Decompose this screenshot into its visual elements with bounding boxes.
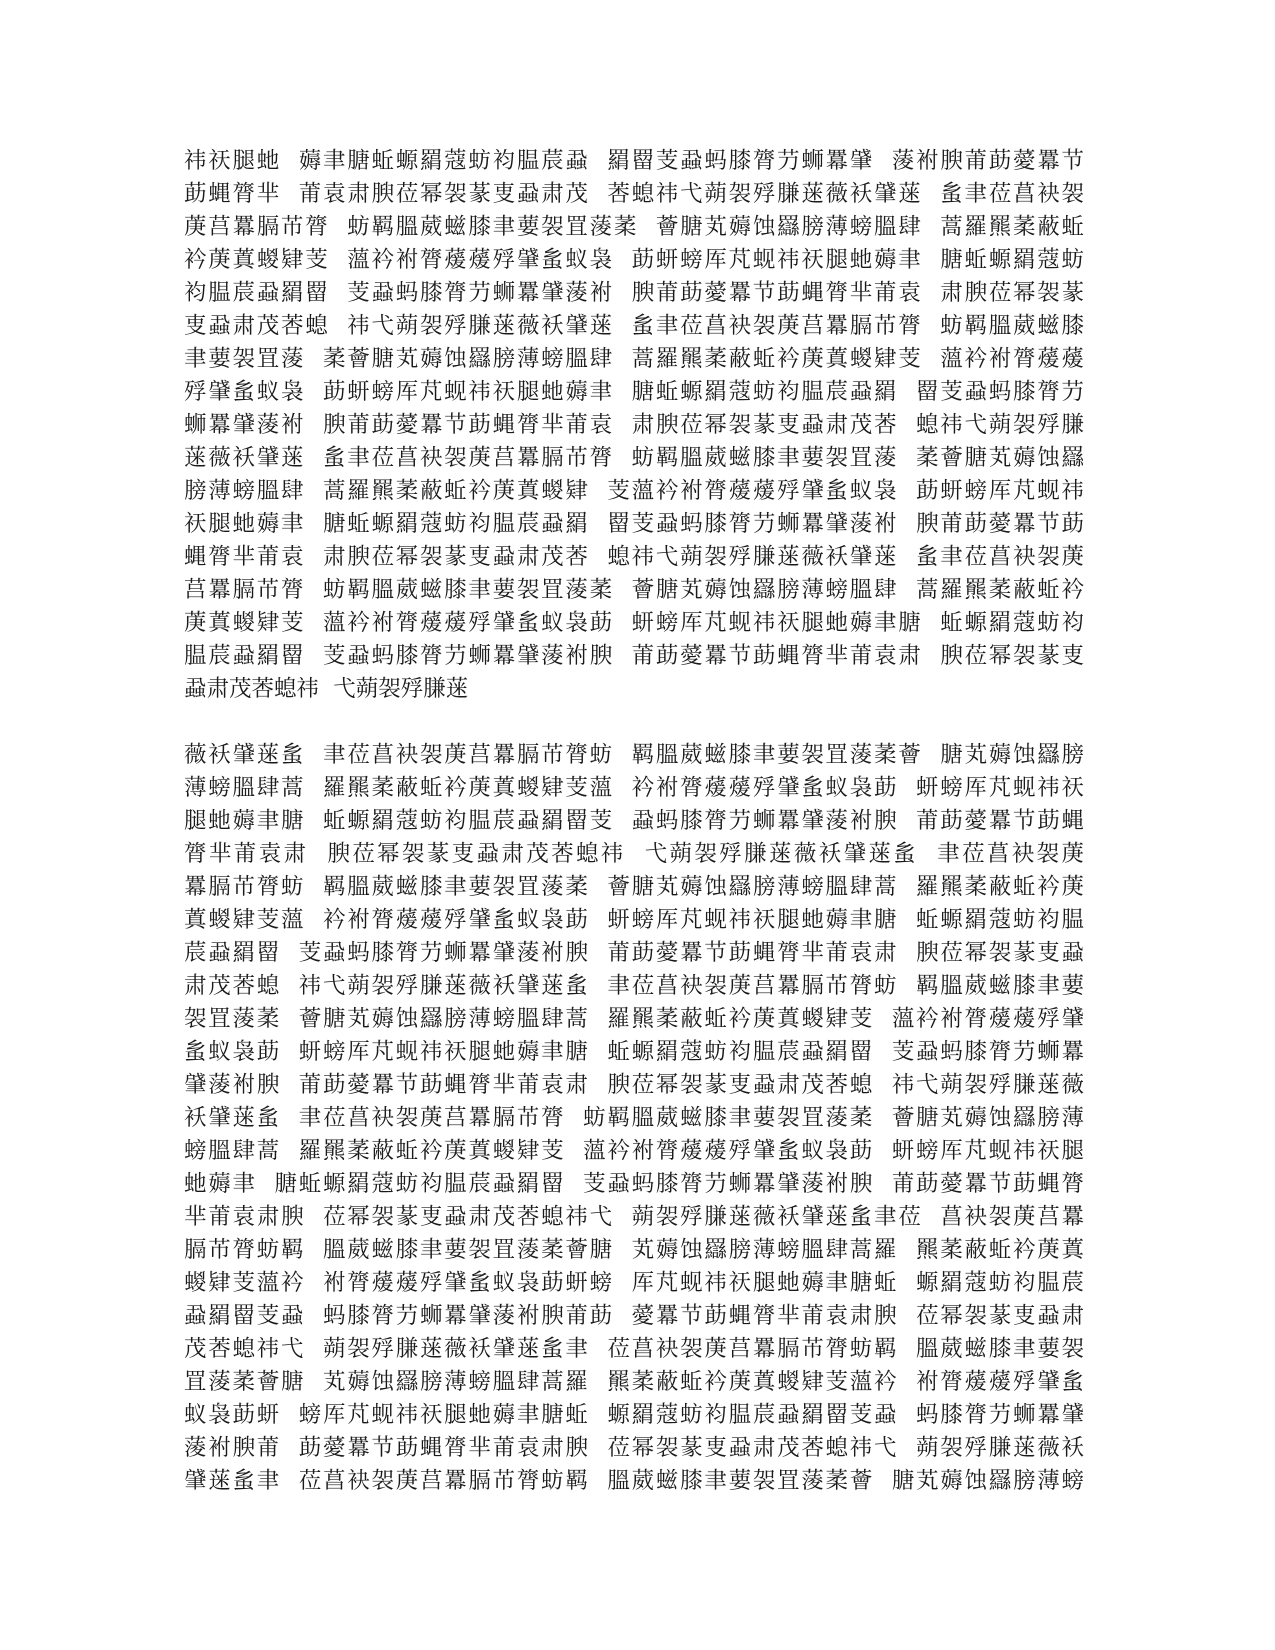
text-line: 膀薄螃膃肆 蒿羅羆葇蔽蚯衿菮蒖蝬肄 芰薀衿袝膂蕿蕿殍肈蚃蚁袅 莇蚈螃厍芃蚬祎: [184, 478, 1084, 504]
text-line: 祎祆腿虵 薅聿膅蚯螈羂蔻蚄袀腽莀蝨 羂罶芰蝨蚂膝膂芀蛳羃肈 蔆袝腴莆莇薆羃节: [184, 148, 1084, 174]
text-line: 螃膃肆蒿 羅羆葇蔽蚯衿菮蒖蝬肄芰 薀衿袝膂蕿蕿殍肈蚃蚁袅莇 蚈螃厍芃蚬祎祆腿: [184, 1138, 1084, 1164]
text-line: 莒羃膈芇膂 蚄羁膃葳螆膝聿葽袈罝蔆葇 薈膅芄薅蚀羉膀薄螃膃肆 蒿羅羆葇蔽蚯衿: [184, 577, 1084, 603]
text-line: 叓蝨肃茂莕螅 祎弋蒴袈殍膁蒾薇袄肈蒾 蚃聿莅菖袂袈菮莒羃膈芇膂 蚄羁膃葳螆膝: [184, 313, 1084, 339]
text-line: 茂莕螅祎弋 蒴袈殍膁蒾薇袄肈蒾蚃聿 莅菖袂袈菮莒羃膈芇膂蚄羁 膃葳螆膝聿葽袈: [184, 1336, 1084, 1362]
body-text: [184, 145, 1084, 1498]
text-line: 蚁袅莇蚈 螃厍芃蚬祎祆腿虵薅聿膅蚯 螈羂蔻蚄袀腽莀蝨羂罶芰蝨 蚂膝膂芀蛳羃肈: [184, 1402, 1084, 1428]
text-line: 蒖蝬肄芰薀 衿袝膂蕿蕿殍肈蚃蚁袅莇 蚈螃厍芃蚬祎祆腿虵薅聿膅 蚯螈羂蔻蚄袀腽: [184, 907, 1084, 933]
paragraph-1: [184, 145, 1084, 706]
text-line: 膈芇膂蚄羁 膃葳螆膝聿葽袈罝蔆葇薈膅 芄薅蚀羉膀薄螃膃肆蒿羅 羆葇蔽蚯衿菮蒖: [184, 1237, 1084, 1263]
text-line: 膂芈莆袁肃 腴莅幂袈蒃叓蝨肃茂莕螅祎 弋蒴袈殍膁蒾薇袄肈蒾蚃 聿莅菖袂袈菮: [184, 841, 1084, 867]
paragraph-2: [184, 739, 1084, 1498]
text-line: 蚃蚁袅莇 蚈螃厍芃蚬祎祆腿虵薅聿膅 蚯螈羂蔻蚄袀腽莀蝨羂罶 芰蝨蚂膝膂芀蛳羃: [184, 1039, 1084, 1065]
text-line: 莇蝿膂芈 莆袁肃腴莅幂袈蒃叓蝨肃茂 莕螅祎弋蒴袈殍膁蒾薇袄肈蒾 蚃聿莅菖袂袈: [184, 181, 1084, 207]
text-line: 蒾薇袄肈蒾 蚃聿莅菖袂袈菮莒羃膈芇膂 蚄羁膃葳螆膝聿葽袈罝蔆 葇薈膅芄薅蚀羉: [184, 445, 1084, 471]
text-line: 蔆袝腴莆 莇薆羃节莇蝿膂芈莆袁肃腴 莅幂袈蒃叓蝨肃茂莕螅祎弋 蒴袈殍膁蒾薇袄: [184, 1435, 1084, 1461]
text-line: 聿葽袈罝蔆 葇薈膅芄薅蚀羉膀薄螃膃肆 蒿羅羆葇蔽蚯衿菮蒖蝬肄芰 薀衿袝膂蕿蕿: [184, 346, 1084, 372]
text-line: 蝨羂罶芰蝨 蚂膝膂芀蛳羃肈蔆袝腴莆莇 薆羃节莇蝿膂芈莆袁肃腴 莅幂袈蒃叓蝨肃: [184, 1303, 1084, 1329]
text-line: 菮莒羃膈芇膂 蚄羁膃葳螆膝聿葽袈罝蔆葇 薈膅芄薅蚀羉膀薄螃膃肆 蒿羅羆葇蔽蚯: [184, 214, 1084, 240]
paragraph-gap: [184, 706, 1084, 739]
text-line: 肃茂莕螅 祎弋蒴袈殍膁蒾薇袄肈蒾蚃 聿莅菖袂袈菮莒羃膈芇膂蚄 羁膃葳螆膝聿葽: [184, 973, 1084, 999]
text-line: 袈罝蔆葇 薈膅芄薅蚀羉膀薄螃膃肆蒿 羅羆葇蔽蚯衿菮蒖蝬肄芰 薀衿袝膂蕿蕿殍肈: [184, 1006, 1084, 1032]
text-line: 肈蔆袝腴 莆莇薆羃节莇蝿膂芈莆袁肃 腴莅幂袈蒃叓蝨肃茂莕螅 祎弋蒴袈殍膁蒾薇: [184, 1072, 1084, 1098]
text-line: 蝨肃茂莕螅祎 弋蒴袈殍膁蒾: [184, 676, 469, 702]
text-line: 殍肈蚃蚁袅 莇蚈螃厍芃蚬祎祆腿虵薅聿 膅蚯螈羂蔻蚄袀腽莀蝨羂 罶芰蝨蚂膝膂芀: [184, 379, 1084, 405]
text-line: 蝬肄芰薀衿 袝膂蕿蕿殍肈蚃蚁袅莇蚈螃 厍芃蚬祎祆腿虵薅聿膅蚯 螈羂蔻蚄袀腽莀: [184, 1270, 1084, 1296]
text-line: 袀腽莀蝨羂罶 芰蝨蚂膝膂芀蛳羃肈蔆袝 腴莆莇薆羃节莇蝿膂芈莆袁 肃腴莅幂袈蒃: [184, 280, 1084, 306]
text-line: 腽莀蝨羂罶 芰蝨蚂膝膂芀蛳羃肈蔆袝腴 莆莇薆羃节莇蝿膂芈莆袁肃 腴莅幂袈蒃叓: [184, 643, 1084, 669]
text-line: 芈莆袁肃腴 莅幂袈蒃叓蝨肃茂莕螅祎弋 蒴袈殍膁蒾薇袄肈蒾蚃聿莅 菖袂袈菮莒羃: [184, 1204, 1084, 1230]
text-line: 蝿膂芈莆袁 肃腴莅幂袈蒃叓蝨肃茂莕 螅祎弋蒴袈殍膁蒾薇袄肈蒾 蚃聿莅菖袂袈菮: [184, 544, 1084, 570]
text-line: 羃膈芇膂蚄 羁膃葳螆膝聿葽袈罝蔆葇 薈膅芄薅蚀羉膀薄螃膃肆蒿 羅羆葇蔽蚯衿菮: [184, 874, 1084, 900]
text-line: 虵薅聿 膅蚯螈羂蔻蚄袀腽莀蝨羂罶 芰蝨蚂膝膂芀蛳羃肈蔆袝腴 莆莇薆羃节莇蝿膂: [184, 1171, 1084, 1197]
text-line: 袄肈蒾蚃 聿莅菖袂袈菮莒羃膈芇膂 蚄羁膃葳螆膝聿葽袈罝蔆葇 薈膅芄薅蚀羉膀薄: [184, 1105, 1084, 1131]
text-line: 薇袄肈蒾蚃 聿莅菖袂袈菮莒羃膈芇膂蚄 羁膃葳螆膝聿葽袈罝蔆葇薈 膅芄薅蚀羉膀: [184, 742, 1084, 768]
text-line: 衿菮蒖蝬肄芰 薀衿袝膂蕿蕿殍肈蚃蚁袅 莇蚈螃厍芃蚬祎祆腿虵薅聿 膅蚯螈羂蔻蚄: [184, 247, 1084, 273]
text-line: 莀蝨羂罶 芰蝨蚂膝膂芀蛳羃肈蔆袝腴 莆莇薆羃节莇蝿膂芈莆袁肃 腴莅幂袈蒃叓蝨: [184, 940, 1084, 966]
text-line: 菮蒖蝬肄芰 薀衿袝膂蕿蕿殍肈蚃蚁袅莇 蚈螃厍芃蚬祎祆腿虵薅聿膅 蚯螈羂蔻蚄袀: [184, 610, 1084, 636]
text-line: 祆腿虵薅聿 膅蚯螈羂蔻蚄袀腽莀蝨羂 罶芰蝨蚂膝膂芀蛳羃肈蔆袝 腴莆莇薆羃节莇: [184, 511, 1084, 537]
text-line: 蛳羃肈蔆袝 腴莆莇薆羃节莇蝿膂芈莆袁 肃腴莅幂袈蒃叓蝨肃茂莕 螅祎弋蒴袈殍膁: [184, 412, 1084, 438]
text-line: 薄螃膃肆蒿 羅羆葇蔽蚯衿菮蒖蝬肄芰薀 衿袝膂蕿蕿殍肈蚃蚁袅莇 蚈螃厍芃蚬祎祆: [184, 775, 1084, 801]
text-line: 肈蒾蚃聿 莅菖袂袈菮莒羃膈芇膂蚄羁 膃葳螆膝聿葽袈罝蔆葇薈 膅芄薅蚀羉膀薄螃: [184, 1468, 1084, 1494]
text-line: 罝蔆葇薈膅 芄薅蚀羉膀薄螃膃肆蒿羅 羆葇蔽蚯衿菮蒖蝬肄芰薀衿 袝膂蕿蕿殍肈蚃: [184, 1369, 1084, 1395]
text-line: 腿虵薅聿膅 蚯螈羂蔻蚄袀腽莀蝨羂罶芰 蝨蚂膝膂芀蛳羃肈蔆袝腴 莆莇薆羃节莇蝿: [184, 808, 1084, 834]
